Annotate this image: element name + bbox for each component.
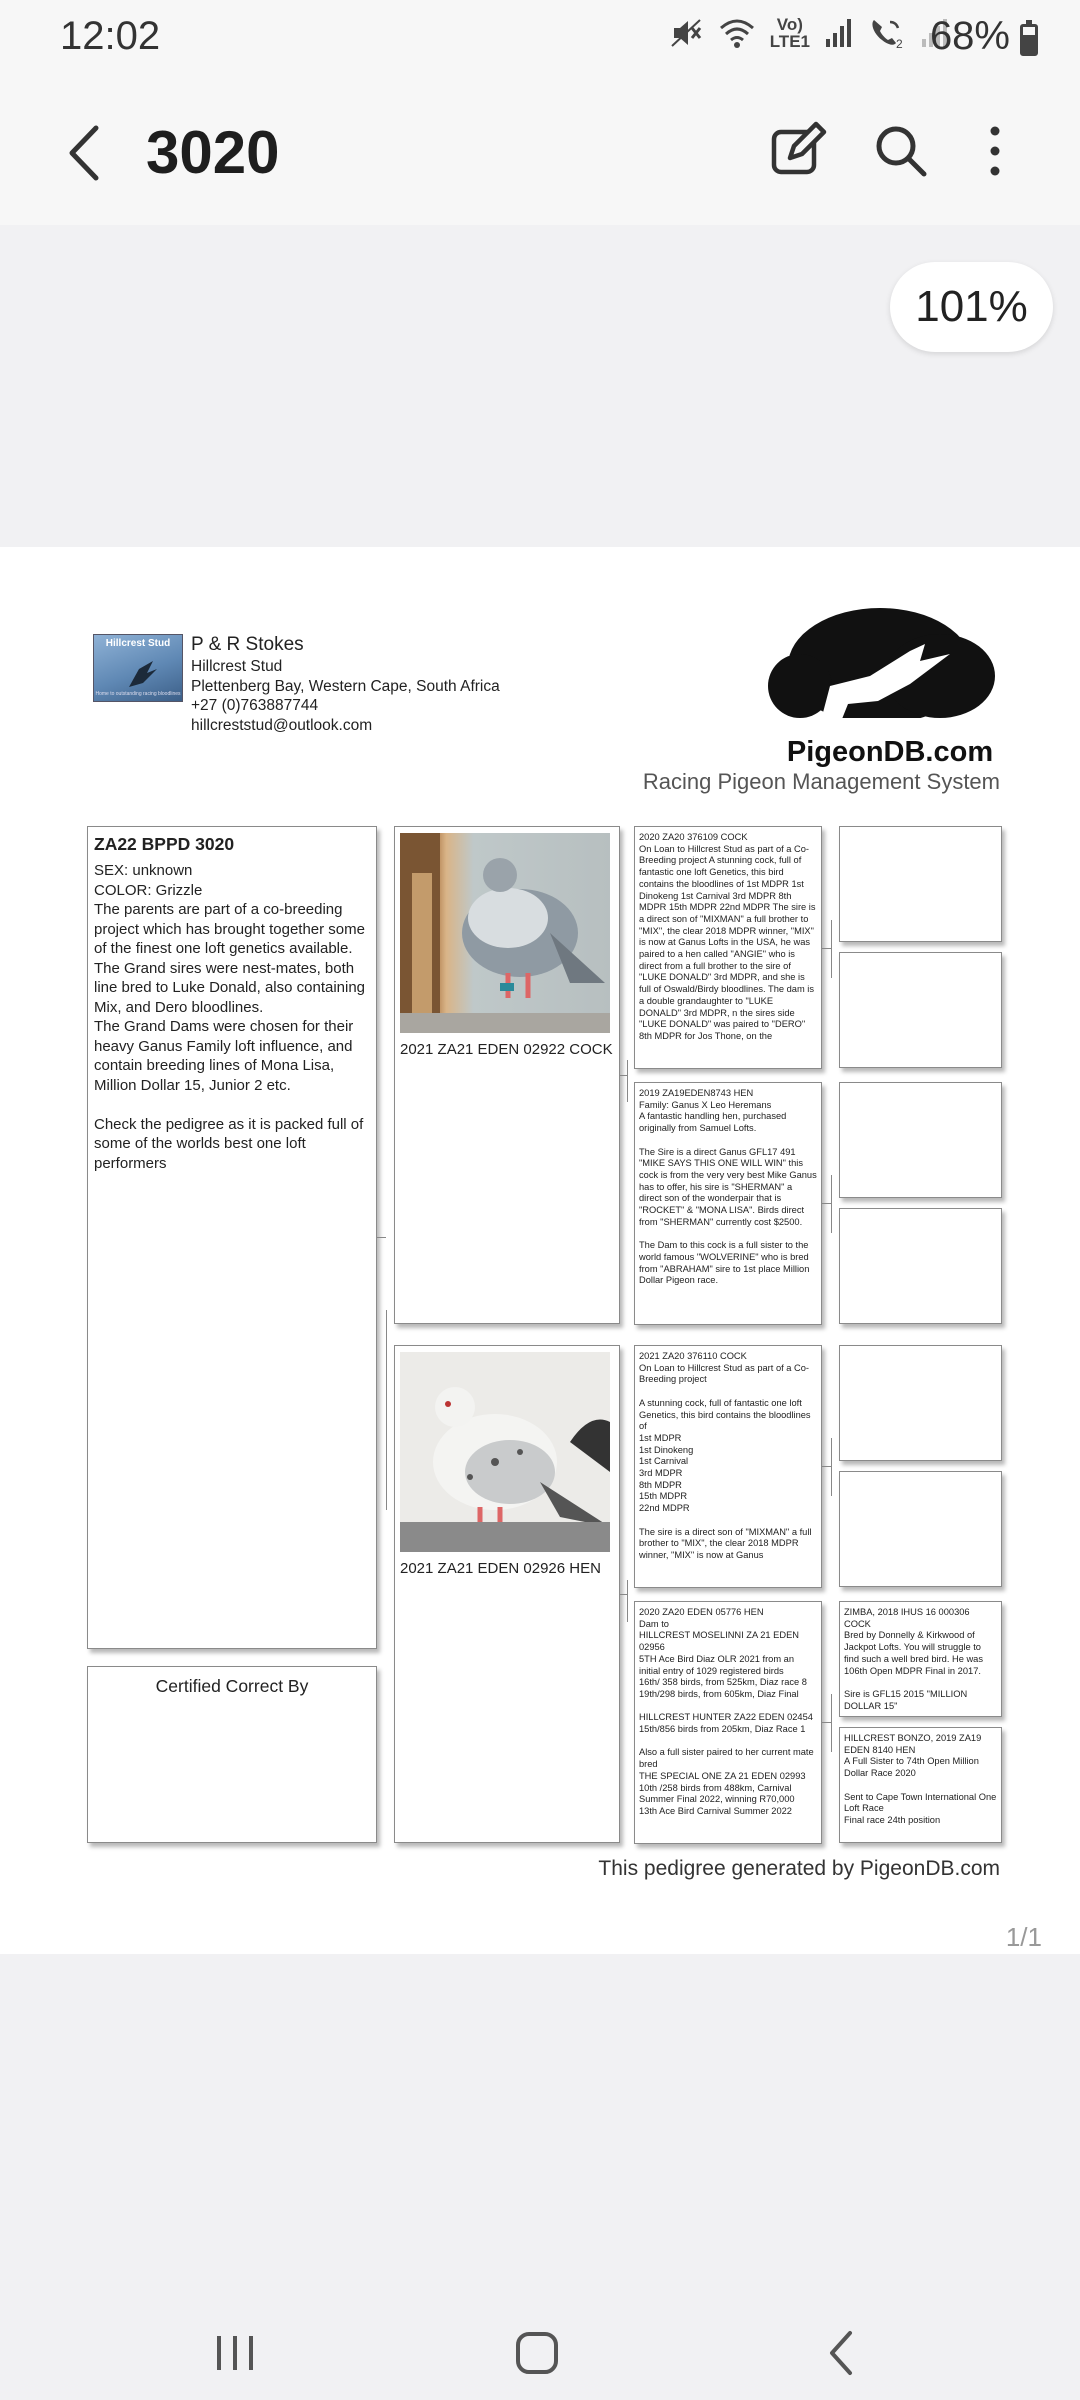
owner-email: hillcreststud@outlook.com <box>191 716 373 734</box>
connector <box>386 1310 387 1510</box>
great-grandparent-box <box>839 1345 1002 1461</box>
generated-by-footer: This pedigree generated by PigeonDB.com <box>598 1857 1000 1880</box>
nav-back-icon[interactable] <box>812 2328 872 2378</box>
search-icon[interactable] <box>866 116 936 186</box>
owner-phone: +27 (0)763887744 <box>191 697 319 714</box>
edit-icon[interactable] <box>762 116 832 186</box>
signal-icon <box>824 17 854 49</box>
battery-icon <box>1020 24 1038 56</box>
connector <box>822 948 831 949</box>
page-count: 1/1 <box>1005 1922 1042 1952</box>
back-arrow-icon[interactable] <box>58 118 118 188</box>
connector <box>831 1438 832 1496</box>
sire-photo <box>400 833 610 1033</box>
logo-subtitle: Home to outstanding racing bloodlines <box>95 691 181 697</box>
lte-label: LTE1 <box>769 32 810 51</box>
recent-apps-icon[interactable] <box>205 2328 265 2378</box>
status-time: 12:02 <box>60 14 161 58</box>
grandparent-box: 2020 ZA20 EDEN 05776 HEN Dam to HILLCREST MOSELINNI ZA 21 EDEN 02956 5TH Ace Bird Diaz OLR 2021 from an initial entry of 1029 registered birds 16th/ 358 birds, from 525km, Diaz race 8 19th/298 birds, from 605km, Diaz Final HILLCREST HUNTER ZA22 EDEN 02454 15th/856 birds from 205km, Diaz Race 1 Also a full sister paired to her current mate bred THE SPECIAL ONE ZA 21 EDEN 02993 10th /258 birds from 488km, Carnival Summer Final 2022, winning R70,000 13th Ace Bird Carnival Summer 2022 <box>634 1601 822 1844</box>
app-bar <box>0 80 1080 225</box>
wifi-icon <box>718 16 756 50</box>
logo-title: Hillcrest Stud <box>105 638 171 649</box>
sire-caption: 2021 ZA21 EDEN 02922 COCK <box>400 1041 613 1058</box>
connector <box>822 1466 831 1467</box>
grandparent-box: 2020 ZA20 376109 COCK On Loan to Hillcrest Stud as part of a Co-Breeding project A stunning cock, full of fantastic one loft Genetics, this bird contains the bloodlines of 1st MDPR 1st Dinokeng 1st Carnival 3rd MDPR 8th MDPR 15th MDPR 22nd MDPR The sire is a direct son of "MIXMAN" a full brother to "MIX", the clear 2018 MDPR winner, "MIX" is now at Ganus Lofts in the USA, he was paired to a hen called "ANGIE" who is direct from a full brother to the sire of "LUKE DONALD" 3rd MDPR, and she is full of Oswald/Birdy bloodlines. The dam is a double grandaughter to "LUKE DONALD" 3rd MDPR, n the sires side "LUKE DONALD" was paired to "DERO" 8th MDPR for Jos Thone, on the <box>634 826 822 1069</box>
connector <box>831 920 832 978</box>
grandparent-box: 2021 ZA20 376110 COCK On Loan to Hillcrest Stud as part of a Co-Breeding project A stunning cock, full of fantastic one loft Genetics, this bird contains the bloodlines of 1st MDPR 1st Dinokeng 1st Carnival 3rd MDPR 8th MDPR 15th MDPR 22nd MDPR The sire is a direct son of "MIXMAN" a full brother to "MIX", the clear 2018 MDPR winner, "MIX" is now at Ganus <box>634 1345 822 1588</box>
sire-box <box>394 826 620 1324</box>
great-grandparent-box <box>839 1471 1002 1587</box>
page-title: 3020 <box>146 119 280 186</box>
battery-percent: 68% <box>929 14 1010 58</box>
certified-box <box>87 1666 377 1843</box>
dam-box <box>394 1345 620 1843</box>
great-grandparent-box: ZIMBA, 2018 IHUS 16 000306 COCK Bred by Donnelly & Kirkwood of Jackpot Lofts. You will struggle to find such a well bred bird. He was 106th Open MDPR Final in 2017. Sire is GFL15 2015 "MILLION DOLLAR 15" <box>839 1601 1002 1717</box>
connector <box>620 1075 627 1076</box>
status-bar <box>0 0 1080 80</box>
great-grandparent-box <box>839 1208 1002 1324</box>
subject-description: The parents are part of a co-breeding project which has brought together some of the finest one loft genetics available. The Grand sires were nest-mates, both line bred to Luke Donald, also containing Mix, and Dero bloodlines. The Grand Dams were chosen for their heavy Ganus Family loft influence, and contain breeding lines of Mona Lisa, Million Dollar 15, Junior 2 etc. Check the pedigree as it is packed full of some of the worlds best one loft performers <box>94 901 366 1172</box>
connector <box>831 1175 832 1233</box>
svg-text:2: 2 <box>896 37 903 50</box>
great-grandparent-box <box>839 1082 1002 1198</box>
home-icon[interactable] <box>507 2328 567 2378</box>
connector <box>627 1580 628 1622</box>
stud-name: Hillcrest Stud <box>191 658 283 675</box>
dam-photo <box>400 1352 610 1552</box>
volte-label: Vo) <box>776 15 803 34</box>
network-type <box>770 16 810 50</box>
pigeondb-tagline: Racing Pigeon Management System <box>642 769 1000 794</box>
subject-sex: SEX: unknown <box>94 862 193 879</box>
certified-label: Certified Correct By <box>155 1676 309 1696</box>
dam-caption: 2021 ZA21 EDEN 02926 HEN <box>400 1560 601 1577</box>
owner-location: Plettenberg Bay, Western Cape, South Africa <box>191 677 500 695</box>
connector <box>822 1722 831 1723</box>
status-icons <box>670 16 950 50</box>
more-options-icon[interactable] <box>960 116 1030 186</box>
subject-bird-box <box>87 826 377 1649</box>
zoom-level-badge: 101% <box>890 262 1053 352</box>
connector <box>627 1060 628 1102</box>
connector <box>620 1594 627 1595</box>
hillcrest-logo <box>93 634 183 702</box>
great-grandparent-box: HILLCREST BONZO, 2019 ZA19 EDEN 8140 HEN A Full Sister to 74th Open Million Dollar Race 2020 Sent to Cape Town International One Loft Race Final race 24th position <box>839 1727 1002 1843</box>
connector <box>377 1237 386 1238</box>
subject-color: COLOR: Grizzle <box>94 881 203 899</box>
grandparent-box: 2019 ZA19EDEN8743 HEN Family: Ganus X Leo Heremans A fantastic handling hen, purchased originally from Samuel Lofts. The Sire is a direct Ganus GFL17 491 "MIKE SAYS THIS ONE WILL WIN" this cock is from the very very best Mike Ganus has to offer, his sire is "SHERMAN" a direct son of the wonderpair that is "ROCKET" & "MONA LISA". Birds direct from "SHERMAN" currently cost $2500. The Dam to this cock is a full sister to the world famous "WOLVERINE" who is bred from "ABRAHAM" sire to 1st place Million Dollar Pigeon race. <box>634 1082 822 1325</box>
owner-name: P & R Stokes <box>191 634 304 655</box>
wifi-calling-icon <box>868 16 906 50</box>
sire-pigeon-image <box>400 833 610 1033</box>
great-grandparent-box <box>839 826 1002 942</box>
pigeondb-logo <box>760 606 1010 731</box>
owner-info <box>191 633 500 735</box>
pigeondb-title: PigeonDB.com <box>786 736 994 768</box>
mute-icon <box>670 16 704 50</box>
system-nav-bar <box>0 2300 1080 2400</box>
great-grandparent-box <box>839 952 1002 1068</box>
connector <box>831 1694 832 1752</box>
dam-pigeon-image <box>400 1352 610 1552</box>
connector <box>822 1203 831 1204</box>
subject-ring-number: ZA22 BPPD 3020 <box>94 834 235 854</box>
